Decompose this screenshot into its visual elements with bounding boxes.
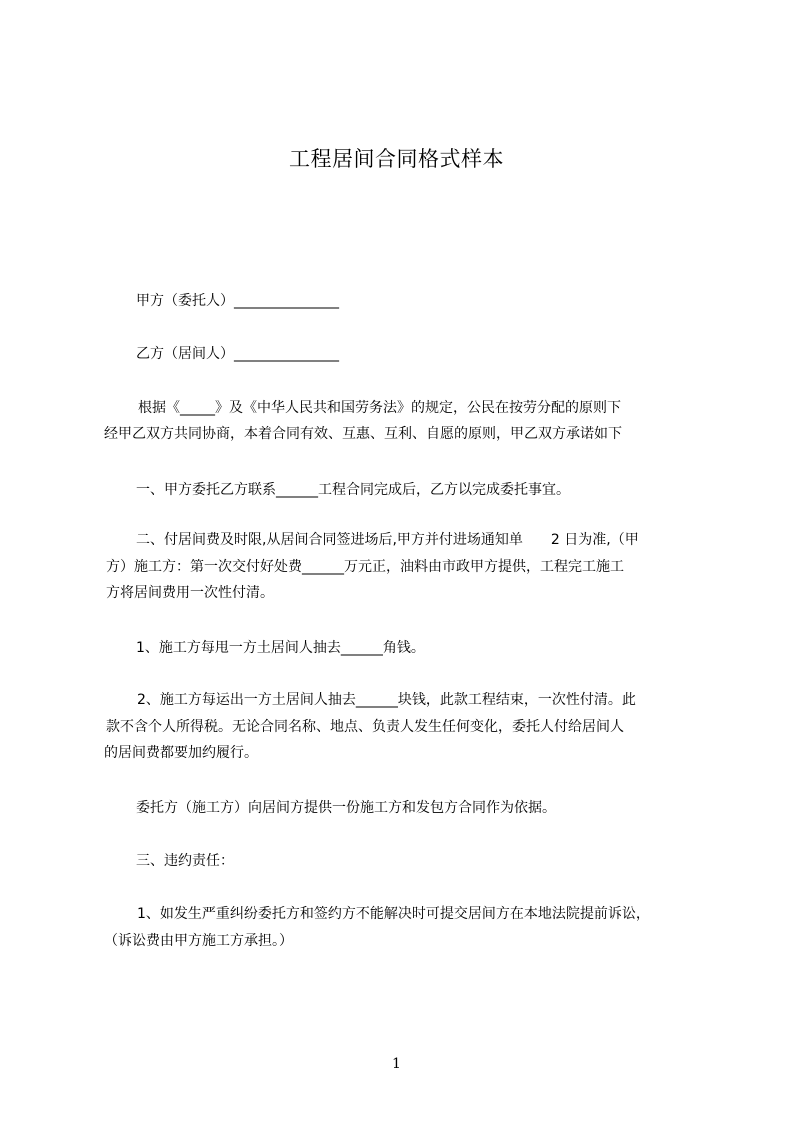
breach-1-line-1: 1、如发生严重纠纷委托方和签约方不能解决时可提交居间方在本地法院提前诉讼， [137,906,650,922]
document-title: 工程居间合同格式样本 [289,147,504,171]
clause-3-heading: 三、违约责任： [136,853,234,869]
breach-1-line-2: （诉讼费由甲方施工方承担。） [104,933,293,949]
clause-2-line-3: 方将居间费用一次性付清。 [106,585,274,601]
clause-2-line-2: 方）施工方：第一次交付好处费______万元正，油料由市政甲方提供，工程完工施工 [106,559,624,575]
basis-line: 委托方（施工方）向居间方提供一份施工方和发包方合同作为依据。 [136,800,556,816]
clause-2-line-1: 二、付居间费及时限,从居间合同签进场后,甲方并付进场通知单 2 日为准,（甲 [136,532,639,548]
item-2-line-2: 款不含个人所得税。无论合同名称、地点、负责人发生任何变化，委托人付给居间人 [106,719,624,735]
item-2-line-1: 2、施工方每运出一方土居间人抽去______块钱，此款工程结束，一次性付清。此 [137,692,636,708]
clause-1: 一、甲方委托乙方联系______工程合同完成后，乙方以完成委托事宜。 [136,482,570,498]
party-b-line: 乙方（居间人）_______________ [136,346,339,362]
item-1: 1、施工方每甩一方土居间人抽去______角钱。 [136,640,425,656]
item-2-line-3: 的居间费都要加约履行。 [104,745,258,761]
party-a-line: 甲方（委托人）_______________ [136,293,339,309]
preamble-line-2: 经甲乙双方共同协商，本着合同有效、互惠、互利、自愿的原则，甲乙双方承诺如下 [104,426,622,442]
preamble-line-1: 根据《_____》及《中华人民共和国劳务法》的规定，公民在按劳分配的原则下 [138,400,621,416]
page-number: 1 [392,1056,401,1072]
